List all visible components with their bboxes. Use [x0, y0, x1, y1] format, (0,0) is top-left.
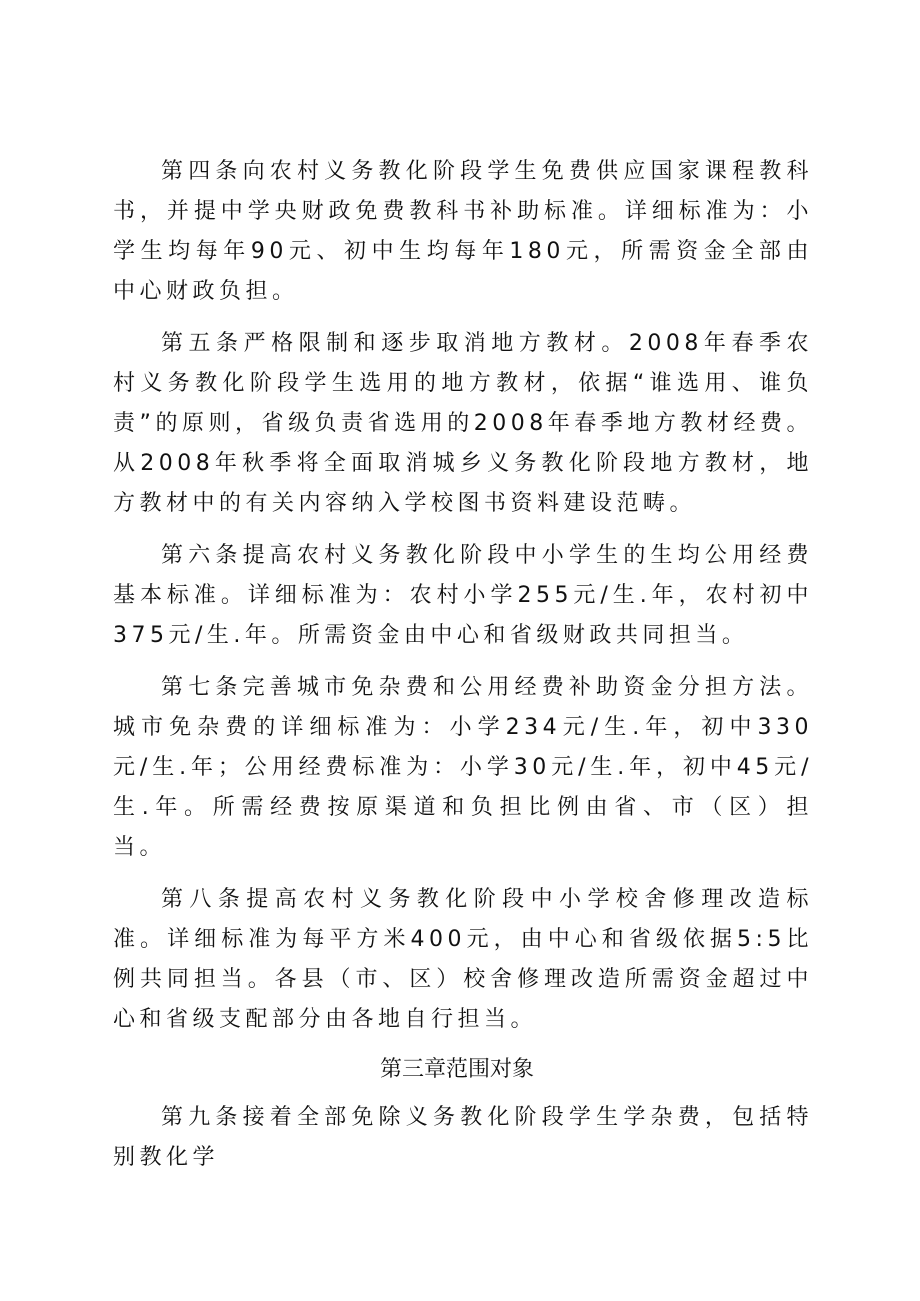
chapter-heading: 第三章范围对象: [379, 1057, 534, 1082]
article-6-paragraph: 第六条提高农村义务教化阶段中小学生的生均公用经费基本标准。详细标准为：农村小学255元/生.年，农村初中375元/生.年。所需资金由中心和省级财政共同担当。: [113, 543, 813, 648]
article-9-paragraph: 第九条接着全部免除义务教化阶段学生学杂费，包括特别教化学: [113, 1105, 813, 1170]
document-body: [113, 152, 813, 1190]
article-8-paragraph: 第八条提高农村义务教化阶段中小学校舍修理改造标准。详细标准为每平方米400元，由中心和省级依据5:5比例共同担当。各县（市、区）校舍修理改造所需资金超过中心和省级支配部分由各地自行担当。: [113, 887, 813, 1032]
article-5-paragraph: 第五条严格限制和逐步取消地方教材。2008年春季农村义务教化阶段学生选用的地方教材，依据“谁选用、谁负责”的原则，省级负责省选用的2008年春季地方教材经费。从2008年秋季将全面取消城乡义务教化阶段地方教材，地方教材中的有关内容纳入学校图书资料建设范畴。: [113, 331, 813, 516]
article-4-paragraph: 第四条向农村义务教化阶段学生免费供应国家课程教科书，并提中学央财政免费教科书补助标准。详细标准为：小学生均每年90元、初中生均每年180元，所需资金全部由中心财政负担。: [113, 159, 813, 304]
article-7-paragraph: 第七条完善城市免杂费和公用经费补助资金分担方法。城市免杂费的详细标准为：小学234元/生.年，初中330元/生.年；公用经费标准为：小学30元/生.年，初中45元/生.年。所需经费按原渠道和负担比例由省、市（区）担当。: [113, 675, 813, 860]
